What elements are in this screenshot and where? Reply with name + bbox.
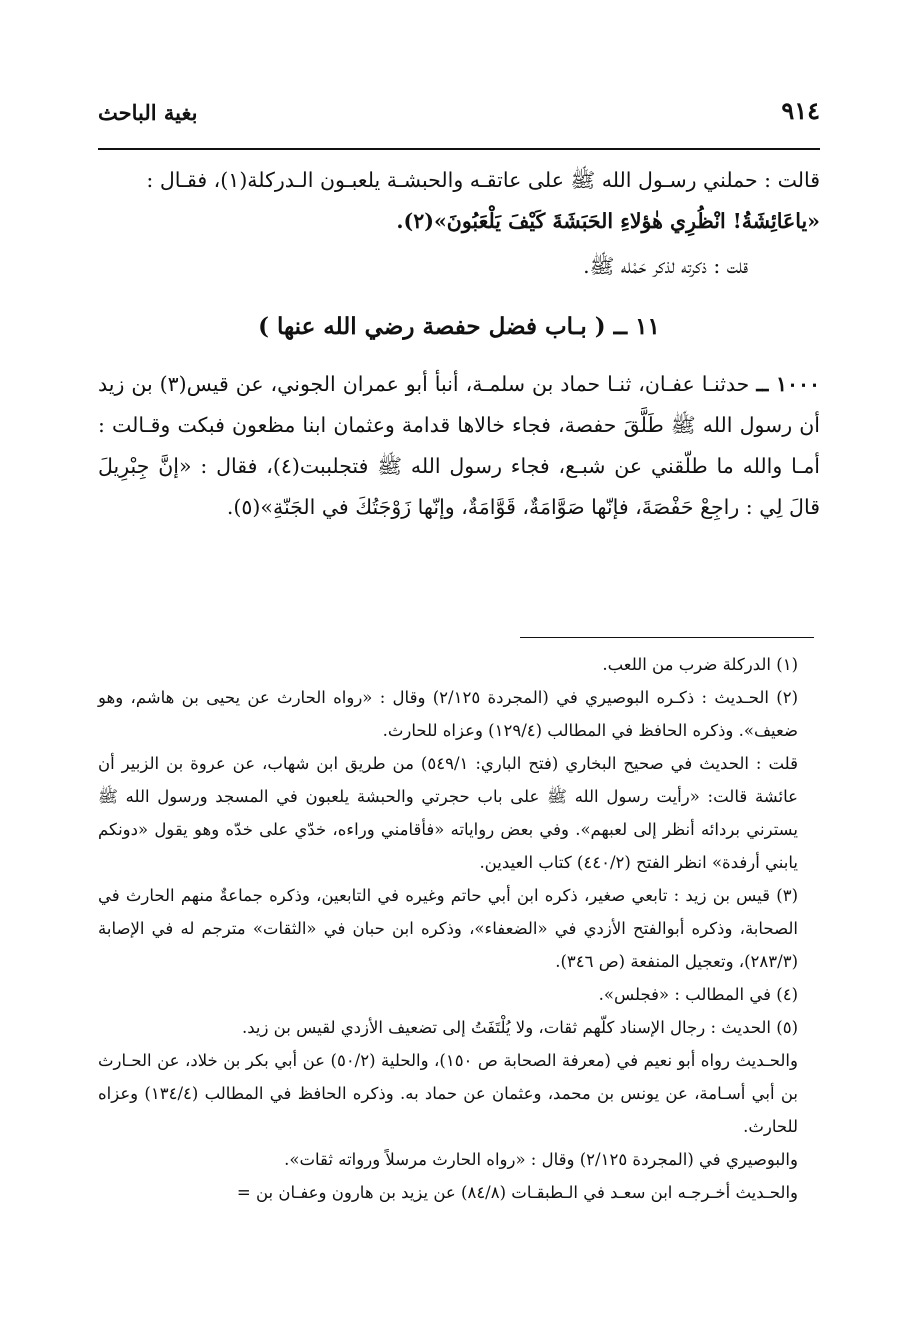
running-title: بغية الباحث [98,100,198,125]
footnote-2: (٢) الحـديث : ذكـره البوصيري في (المجردة ٢/١٢٥) وقال : «رواه الحارث عن يحيى بن هاشم، وهو ضعيف». وذكره الحافظ في المطالب (١٢٩/٤) وعزاه للحارث. [98,688,798,740]
footnote-3: (٣) قيس بن زيد : تابعي صغير، ذكره ابن أبي حاتم وغيره في التابعين، وذكره جماعةٌ منهم الحارث في الصحابة، وذكره أبوالفتح الأزدي في «الضعفاء»، وذكره ابن حبان في «الثقات» مترجم له في الإصابة (٢٨٣/٣)، وتعجيل المنفعة (ص ٣٤٦). [98,886,798,971]
note-line: قلت : ذكرته لذكر حَمْله ﷺ. [583,254,748,278]
footnote-5-paragraph-3: والبوصيري في (المجردة ٢/١٢٥) وقال : «رواه الحارث مرسلاً ورواته ثقات». [284,1150,798,1169]
page-header [98,96,820,146]
footnote-1: (١) الدركلة ضرب من اللعب. [602,655,798,674]
footnote-5: (٥) الحديث : رجال الإسناد كلّهم ثقات، ولا يُلْتَفَتُ إلى تضعيف الأزدي لقيس بن زيد. [241,1018,798,1037]
hadith-paragraph [98,364,820,528]
intro-line-1: قالت : حملني رسـول الله ﷺ على عاتقـه والحبشـة يلعبـون الـدركلة(١)، فقـال : [146,168,820,192]
footnotes [98,648,820,1209]
intro-line-2: «ياعَائِشَةُ! انْظُرِي هٰؤلاءِ الحَبَشَةَ كَيْفَ يَلْعَبُونَ»(٢). [396,209,820,233]
page-number: ٩١٤ [781,96,820,125]
footnote-5-paragraph-2: والحـديث رواه أبو نعيم في (معرفة الصحابة ص ١٥٠)، والحلية (٥٠/٢) عن أبي بكر بن خلاد، عن الحـارث بن أبي أسـامة، عن يونس بن محمد، وعثمان عن حماد به. وذكره الحافظ في المطالب (١٣٤/٤) وعزاه للحارث. [98,1051,798,1136]
footnote-rule [520,637,814,638]
chapter-heading: ١١ ــ ( بـاب فضل حفصة رضي الله عنها ) [258,313,660,340]
hadith-number: ١٠٠٠ ــ [756,372,820,396]
main-text [98,160,820,528]
hadith-text: حدثنـا عفـان، ثنـا حماد بن سلمـة، أنبأ أبو عمران الجوني، عن قيس(٣) بن زيد أن رسول الله ﷺ طَلَّقَ حفصة، فجاء خالاها قدامة وعثمان ابنا مظعون فبكت وقـالت : أمـا والله ما طلّقني عن شبـع، فجاء رسول الله ﷺ فتجلببت(٤)، فقال : «إنَّ جِبْرِيلَ قالَ لِي : راجِعْ حَفْصَةَ، فإنّها صَوَّامَةٌ، قَوَّامَةٌ، وإنّها زَوْجَتُكَ في الجَنّةِ»(٥). [98,372,821,519]
footnote-5-paragraph-4: والحـديث أخـرجـه ابن سعـد في الـطبقـات (٨٤/٨) عن يزيد بن هارون وعفـان بن = [236,1183,798,1202]
header-rule [98,148,820,150]
footnote-4: (٤) في المطالب : «فجلس». [598,985,798,1004]
footnote-2-note: قلت : الحديث في صحيح البخاري (فتح الباري: ٥٤٩/١) من طريق ابن شهاب، عن عروة بن الزبير أن عائشة قالت: «رأيت رسول الله ﷺ على باب حجرتي والحبشة يلعبون في المسجد ورسول الله ﷺ يسترني بردائه أنظر إلى لعبهم». وفي بعض رواياته «فأقامني وراءه، خدّي على خدّه وهو يقول «دونكم يابني أرفدة» انظر الفتح (٤٤٠/٢) كتاب العيدين. [98,754,798,872]
